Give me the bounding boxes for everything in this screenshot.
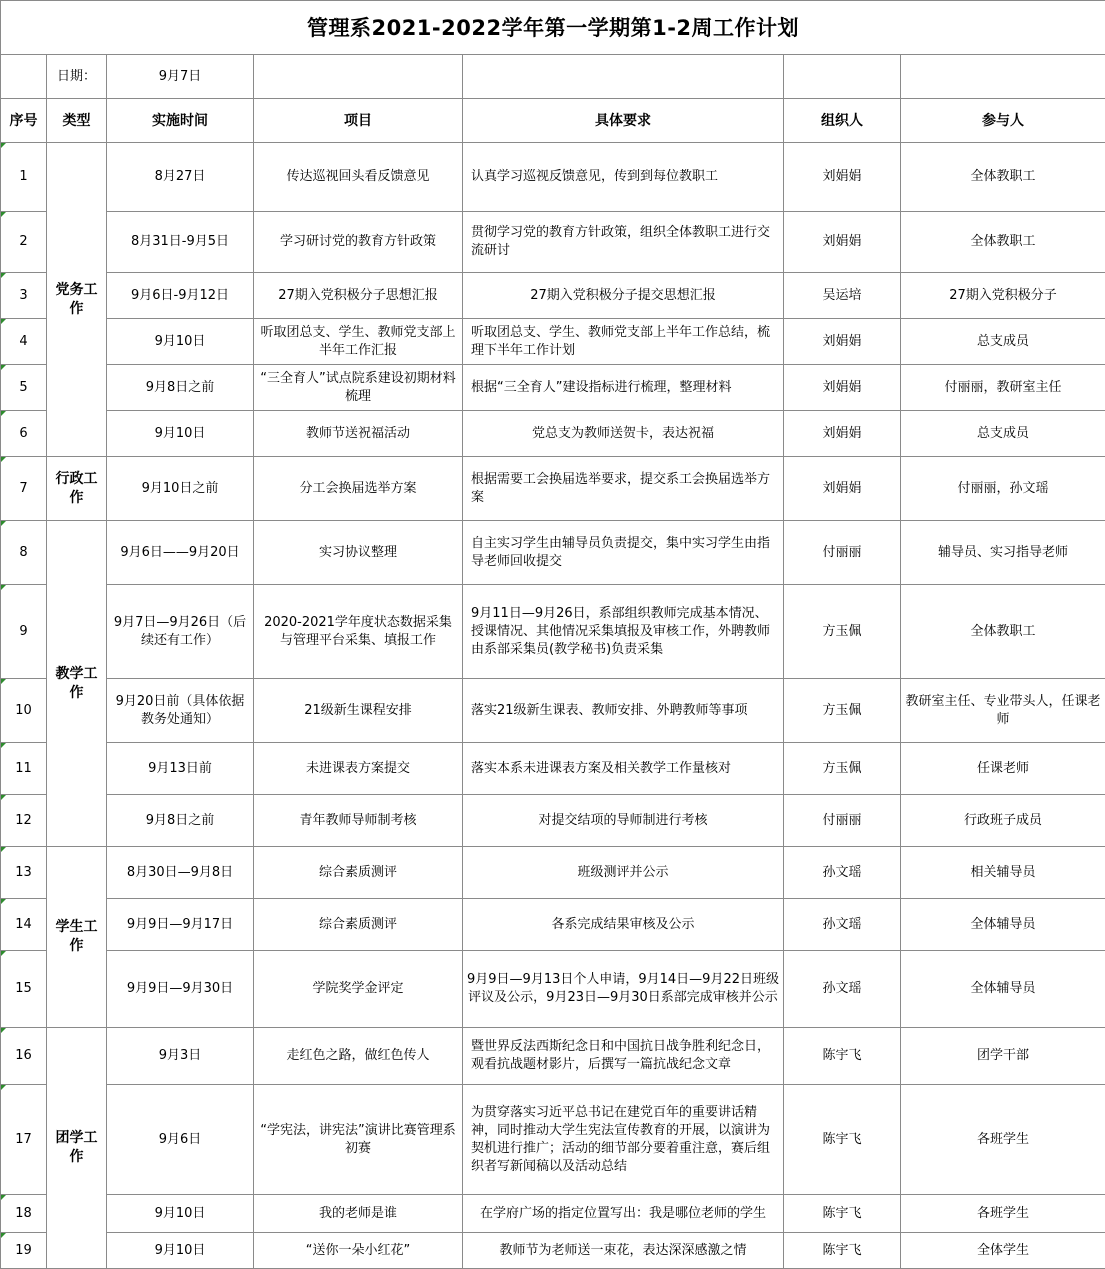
time-cell[interactable]: 9月10日 [107,1233,254,1269]
requirement-cell[interactable]: 落实21级新生课表、教师安排、外聘教师等事项 [463,679,784,743]
participant-cell[interactable]: 团学干部 [901,1028,1105,1085]
time-cell[interactable]: 9月13日前 [107,743,254,795]
date-label: 日期： [47,55,107,99]
organizer-cell[interactable]: 刘娟娟 [784,143,901,212]
table-row [1,212,1105,273]
time-cell[interactable]: 8月30日—9月8日 [107,847,254,899]
organizer-cell[interactable]: 付丽丽 [784,521,901,585]
organizer-cell[interactable]: 刘娟娟 [784,365,901,411]
participant-cell[interactable]: 全体辅导员 [901,899,1105,951]
organizer-cell[interactable]: 孙文瑶 [784,847,901,899]
requirement-cell[interactable]: 认真学习巡视反馈意见，传到到每位教职工 [463,143,784,212]
participant-cell[interactable]: 任课老师 [901,743,1105,795]
requirement-cell[interactable]: 27期入党积极分子提交思想汇报 [463,273,784,319]
requirement-cell[interactable]: 暨世界反法西斯纪念日和中国抗日战争胜利纪念日，观看抗战题材影片，后撰写一篇抗战纪念文章 [463,1028,784,1085]
header-no: 序号 [1,99,47,143]
table-row [1,273,1105,319]
project-cell[interactable]: “学宪法，讲宪法”演讲比赛管理系初赛 [254,1085,463,1195]
category-teaching[interactable]: 教学工作 [47,521,107,847]
row-number[interactable]: 10 [1,679,47,743]
row-number[interactable]: 7 [1,457,47,521]
participant-cell[interactable]: 付丽丽，教研室主任 [901,365,1105,411]
organizer-cell[interactable]: 刘娟娟 [784,319,901,365]
organizer-cell[interactable]: 刘娟娟 [784,457,901,521]
time-cell[interactable]: 9月3日 [107,1028,254,1085]
organizer-cell[interactable]: 方玉佩 [784,585,901,679]
organizer-cell[interactable]: 孙文瑶 [784,951,901,1028]
row-number[interactable]: 2 [1,212,47,273]
row-number[interactable]: 4 [1,319,47,365]
requirement-cell[interactable]: 对提交结项的导师制进行考核 [463,795,784,847]
project-cell[interactable]: 教师节送祝福活动 [254,411,463,457]
requirement-cell[interactable]: 9月9日—9月13日个人申请，9月14日—9月22日班级评议及公示，9月23日—9月30日系部完成审核并公示 [463,951,784,1028]
table-row [1,1233,1105,1269]
project-cell[interactable]: 学院奖学金评定 [254,951,463,1028]
project-cell[interactable]: 未进课表方案提交 [254,743,463,795]
organizer-cell[interactable]: 孙文瑶 [784,899,901,951]
table-row [1,457,1105,521]
table-row [1,1028,1105,1085]
header-requirement: 具体要求 [463,99,784,143]
row-number[interactable]: 14 [1,899,47,951]
organizer-cell[interactable]: 陈宇飞 [784,1085,901,1195]
time-cell[interactable]: 9月10日 [107,1195,254,1233]
table-row [1,411,1105,457]
row-number[interactable]: 5 [1,365,47,411]
requirement-cell[interactable]: 各系完成结果审核及公示 [463,899,784,951]
requirement-cell[interactable]: 党总支为教师送贺卡，表达祝福 [463,411,784,457]
table-row [1,743,1105,795]
project-cell[interactable]: 21级新生课程安排 [254,679,463,743]
header-type: 类型 [47,99,107,143]
row-number[interactable]: 9 [1,585,47,679]
participant-cell[interactable]: 全体学生 [901,1233,1105,1269]
participant-cell[interactable]: 总支成员 [901,411,1105,457]
empty-cell[interactable] [254,55,463,99]
requirement-cell[interactable]: 班级测评并公示 [463,847,784,899]
table-row [1,521,1105,585]
project-cell[interactable]: “三全育人”试点院系建设初期材料梳理 [254,365,463,411]
requirement-cell[interactable]: 为贯穿落实习近平总书记在建党百年的重要讲话精神，同时推动大学生宪法宣传教育的开展，以演讲为契机进行推广；活动的细节部分要着重注意，赛后组织者写新闻稿以及活动总结 [463,1085,784,1195]
row-number[interactable]: 16 [1,1028,47,1085]
organizer-cell[interactable]: 方玉佩 [784,679,901,743]
category-party[interactable]: 党务工作 [47,143,107,457]
page-title: 管理系2021-2022学年第一学期第1-2周工作计划 [1,1,1105,55]
row-number[interactable]: 17 [1,1085,47,1195]
time-cell[interactable]: 9月10日 [107,411,254,457]
category-admin[interactable]: 行政工作 [47,457,107,521]
date-value[interactable]: 9月7日 [107,55,254,99]
category-league[interactable]: 团学工作 [47,1028,107,1269]
empty-cell[interactable] [463,55,784,99]
participant-cell[interactable]: 总支成员 [901,319,1105,365]
participant-cell[interactable]: 教研室主任、专业带头人，任课老师 [901,679,1105,743]
participant-cell[interactable]: 27期入党积极分子 [901,273,1105,319]
table-row [1,319,1105,365]
requirement-cell[interactable]: 贯彻学习党的教育方针政策，组织全体教职工进行交流研讨 [463,212,784,273]
empty-cell[interactable] [901,55,1105,99]
empty-cell[interactable] [1,55,47,99]
row-number[interactable]: 11 [1,743,47,795]
row-number[interactable]: 18 [1,1195,47,1233]
organizer-cell[interactable]: 陈宇飞 [784,1195,901,1233]
empty-cell[interactable] [784,55,901,99]
requirement-cell[interactable]: 根据需要工会换届选举要求，提交系工会换届选举方案 [463,457,784,521]
table-row [1,899,1105,951]
project-cell[interactable]: 走红色之路，做红色传人 [254,1028,463,1085]
header-time: 实施时间 [107,99,254,143]
participant-cell[interactable]: 全体辅导员 [901,951,1105,1028]
participant-cell[interactable]: 各班学生 [901,1085,1105,1195]
organizer-cell[interactable]: 吴运培 [784,273,901,319]
requirement-cell[interactable]: 在学府广场的指定位置写出：我是哪位老师的学生 [463,1195,784,1233]
organizer-cell[interactable]: 付丽丽 [784,795,901,847]
time-cell[interactable]: 9月6日——9月20日 [107,521,254,585]
organizer-cell[interactable]: 陈宇飞 [784,1233,901,1269]
project-cell[interactable]: 青年教师导师制考核 [254,795,463,847]
organizer-cell[interactable]: 方玉佩 [784,743,901,795]
header-organizer: 组织人 [784,99,901,143]
header-project: 项目 [254,99,463,143]
project-cell[interactable]: 我的老师是谁 [254,1195,463,1233]
time-cell[interactable]: 8月31日-9月5日 [107,212,254,273]
project-cell[interactable]: 综合素质测评 [254,847,463,899]
organizer-cell[interactable]: 刘娟娟 [784,212,901,273]
project-cell[interactable]: 听取团总支、学生、教师党支部上半年工作汇报 [254,319,463,365]
table-row [1,847,1105,899]
time-cell[interactable]: 9月8日之前 [107,365,254,411]
participant-cell[interactable]: 相关辅导员 [901,847,1105,899]
table-row [1,365,1105,411]
participant-cell[interactable]: 行政班子成员 [901,795,1105,847]
row-number[interactable]: 8 [1,521,47,585]
project-cell[interactable]: 综合素质测评 [254,899,463,951]
participant-cell[interactable]: 各班学生 [901,1195,1105,1233]
table-row [1,1195,1105,1233]
row-number[interactable]: 3 [1,273,47,319]
table-row [1,951,1105,1028]
table-row [1,585,1105,679]
row-number[interactable]: 6 [1,411,47,457]
time-cell[interactable]: 8月27日 [107,143,254,212]
row-number[interactable]: 13 [1,847,47,899]
organizer-cell[interactable]: 陈宇飞 [784,1028,901,1085]
time-cell[interactable]: 9月6日 [107,1085,254,1195]
project-cell[interactable]: 实习协议整理 [254,521,463,585]
participant-cell[interactable]: 付丽丽，孙文瑶 [901,457,1105,521]
participant-cell[interactable]: 辅导员、实习指导老师 [901,521,1105,585]
project-cell[interactable]: 27期入党积极分子思想汇报 [254,273,463,319]
table-row [1,143,1105,212]
requirement-cell[interactable]: 9月11日—9月26日，系部组织教师完成基本情况、授课情况、其他情况采集填报及审核工作，外聘教师由系部采集员(教学秘书)负责采集 [463,585,784,679]
time-cell[interactable]: 9月10日 [107,319,254,365]
time-cell[interactable]: 9月10日之前 [107,457,254,521]
table-row [1,795,1105,847]
row-number[interactable]: 12 [1,795,47,847]
row-number[interactable]: 1 [1,143,47,212]
time-cell[interactable]: 9月9日—9月17日 [107,899,254,951]
requirement-cell[interactable]: 根据“三全育人”建设指标进行梳理，整理材料 [463,365,784,411]
requirement-cell[interactable]: 教师节为老师送一束花，表达深深感激之情 [463,1233,784,1269]
organizer-cell[interactable]: 刘娟娟 [784,411,901,457]
participant-cell[interactable]: 全体教职工 [901,585,1105,679]
requirement-cell[interactable]: 自主实习学生由辅导员负责提交，集中实习学生由指导老师回收提交 [463,521,784,585]
table-row [1,679,1105,743]
project-cell[interactable]: 分工会换届选举方案 [254,457,463,521]
header-row [1,99,1105,143]
row-number[interactable]: 15 [1,951,47,1028]
requirement-cell[interactable]: 听取团总支、学生、教师党支部上半年工作总结，梳理下半年工作计划 [463,319,784,365]
time-cell[interactable]: 9月20日前（具体依据教务处通知） [107,679,254,743]
participant-cell[interactable]: 全体教职工 [901,212,1105,273]
time-cell[interactable]: 9月9日—9月30日 [107,951,254,1028]
time-cell[interactable]: 9月6日-9月12日 [107,273,254,319]
header-participant: 参与人 [901,99,1105,143]
category-student[interactable]: 学生工作 [47,847,107,1028]
participant-cell[interactable]: 全体教职工 [901,143,1105,212]
table-row [1,1085,1105,1195]
project-cell[interactable]: 传达巡视回头看反馈意见 [254,143,463,212]
requirement-cell[interactable]: 落实本系未进课表方案及相关教学工作量核对 [463,743,784,795]
time-cell[interactable]: 9月8日之前 [107,795,254,847]
project-cell[interactable]: 学习研讨党的教育方针政策 [254,212,463,273]
time-cell[interactable]: 9月7日—9月26日（后续还有工作） [107,585,254,679]
project-cell[interactable]: 2020-2021学年度状态数据采集与管理平台采集、填报工作 [254,585,463,679]
project-cell[interactable]: “送你一朵小红花” [254,1233,463,1269]
row-number[interactable]: 19 [1,1233,47,1269]
